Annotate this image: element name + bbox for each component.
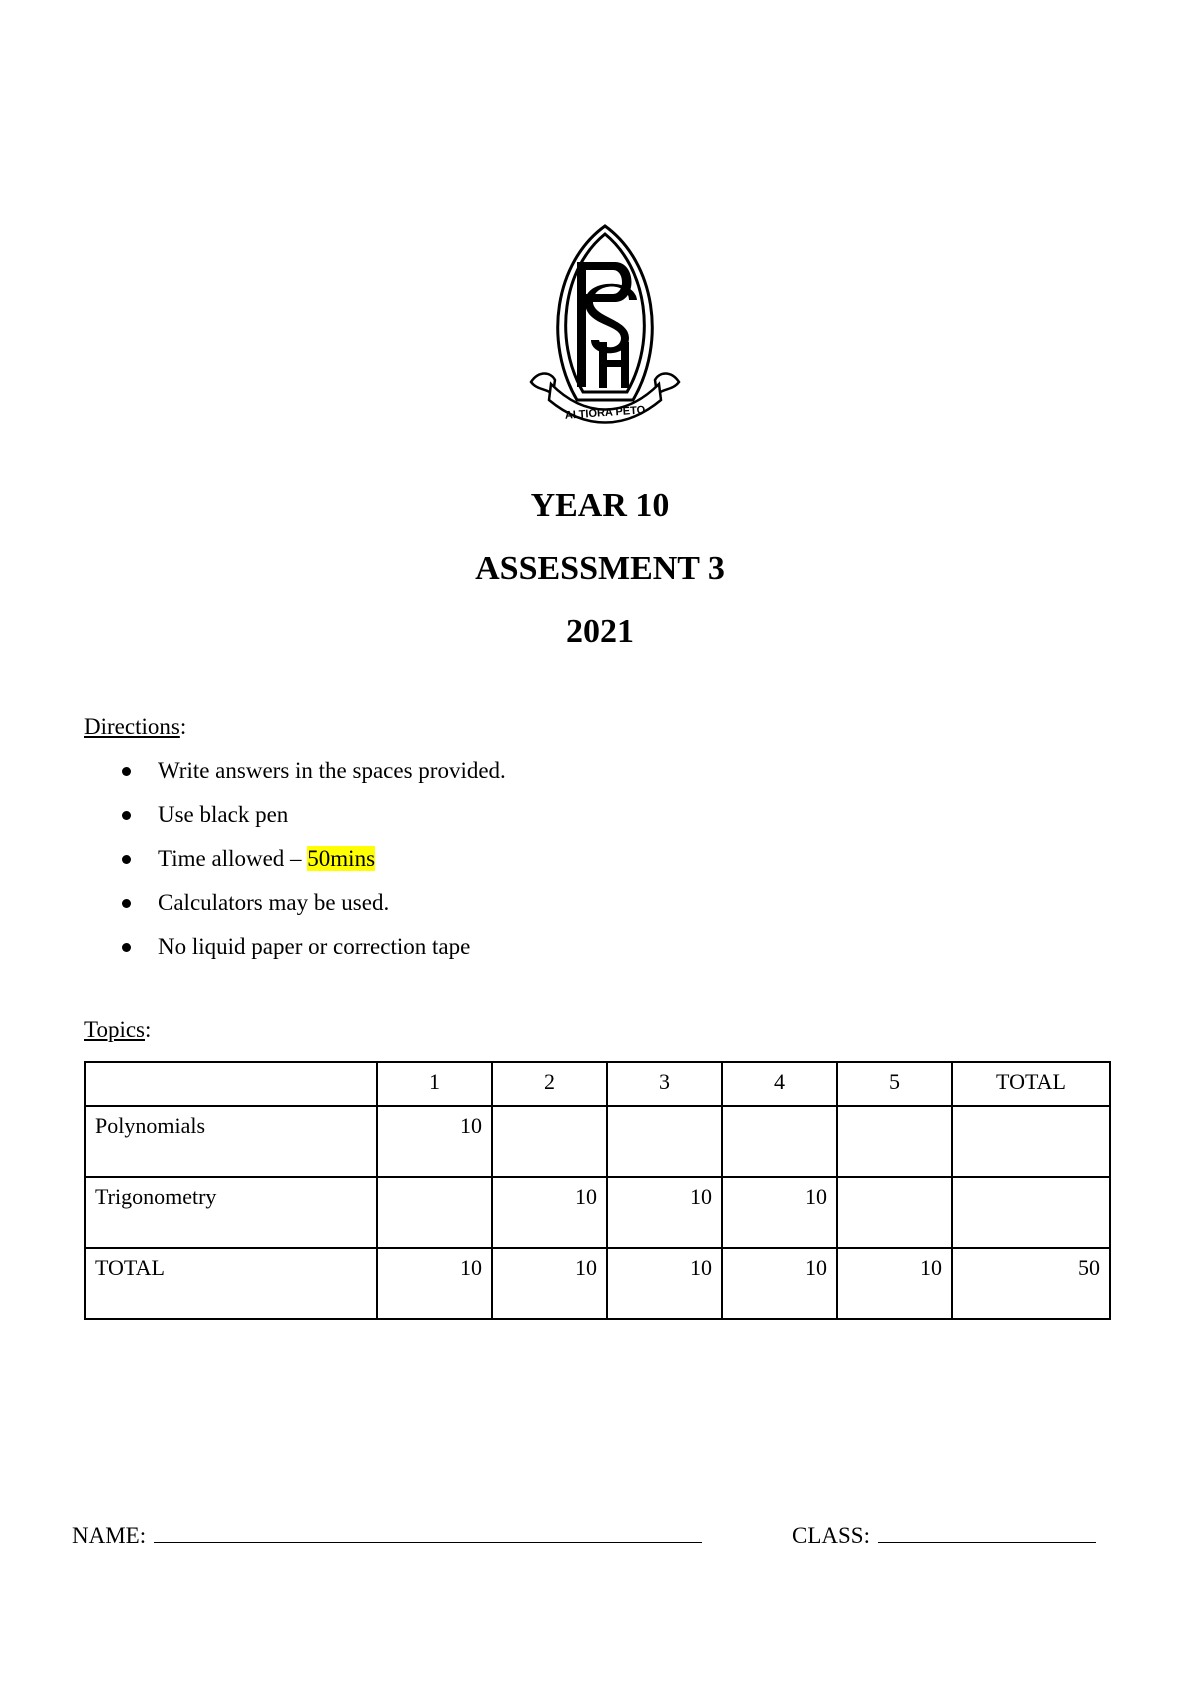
name-answer-line[interactable] — [154, 1520, 702, 1543]
name-field — [72, 1520, 702, 1549]
table-cell: 10 — [837, 1248, 952, 1319]
table-row — [85, 1177, 1110, 1248]
bullet-icon — [122, 811, 131, 820]
time-highlight: 50mins — [307, 846, 376, 871]
table-cell: 10 — [492, 1248, 607, 1319]
list-item: No liquid paper or correction tape — [120, 934, 506, 978]
table-cell: 10 — [607, 1177, 722, 1248]
table-header-cell: 1 — [377, 1062, 492, 1106]
list-item: Time allowed – 50mins — [120, 846, 506, 890]
bullet-icon — [122, 767, 131, 776]
table-cell: 10 — [722, 1177, 837, 1248]
table-header-cell: 2 — [492, 1062, 607, 1106]
year-date-heading: 2021 — [566, 613, 634, 650]
table-cell — [837, 1106, 952, 1177]
table-cell: 10 — [722, 1248, 837, 1319]
table-row — [85, 1106, 1110, 1177]
topics-heading: Topics: — [84, 1017, 152, 1042]
row-label: TOTAL — [85, 1248, 377, 1319]
table-cell: 10 — [377, 1106, 492, 1177]
table-cell — [722, 1106, 837, 1177]
class-field — [792, 1520, 1096, 1549]
table-cell — [952, 1106, 1110, 1177]
class-label: CLASS: — [792, 1523, 870, 1548]
table-header-cell: 4 — [722, 1062, 837, 1106]
table-header-cell — [85, 1062, 377, 1106]
table-row — [85, 1248, 1110, 1319]
crest-motto: ALTIORA PETO — [564, 404, 646, 422]
table-cell — [377, 1177, 492, 1248]
assessment-heading: ASSESSMENT 3 — [475, 550, 725, 587]
topics-marks-table — [84, 1061, 1111, 1320]
name-label: NAME: — [72, 1523, 147, 1548]
list-item: Write answers in the spaces provided. — [120, 758, 506, 802]
table-header-cell: 5 — [837, 1062, 952, 1106]
class-answer-line[interactable] — [878, 1520, 1096, 1543]
year-heading: YEAR 10 — [530, 487, 670, 524]
table-header-row — [85, 1062, 1110, 1106]
table-cell — [837, 1177, 952, 1248]
table-cell — [492, 1106, 607, 1177]
table-cell — [607, 1106, 722, 1177]
table-cell: 10 — [377, 1248, 492, 1319]
bullet-icon — [122, 899, 131, 908]
directions-list — [120, 758, 506, 978]
school-crest-logo — [525, 222, 685, 432]
bullet-icon — [122, 943, 131, 952]
table-header-cell: TOTAL — [952, 1062, 1110, 1106]
list-item: Use black pen — [120, 802, 506, 846]
row-label: Polynomials — [85, 1106, 377, 1177]
row-label: Trigonometry — [85, 1177, 377, 1248]
table-cell — [952, 1177, 1110, 1248]
directions-heading: Directions: — [84, 714, 187, 739]
table-cell: 10 — [607, 1248, 722, 1319]
table-header-cell: 3 — [607, 1062, 722, 1106]
list-item: Calculators may be used. — [120, 890, 506, 934]
table-cell: 50 — [952, 1248, 1110, 1319]
table-cell: 10 — [492, 1177, 607, 1248]
bullet-icon — [122, 855, 131, 864]
